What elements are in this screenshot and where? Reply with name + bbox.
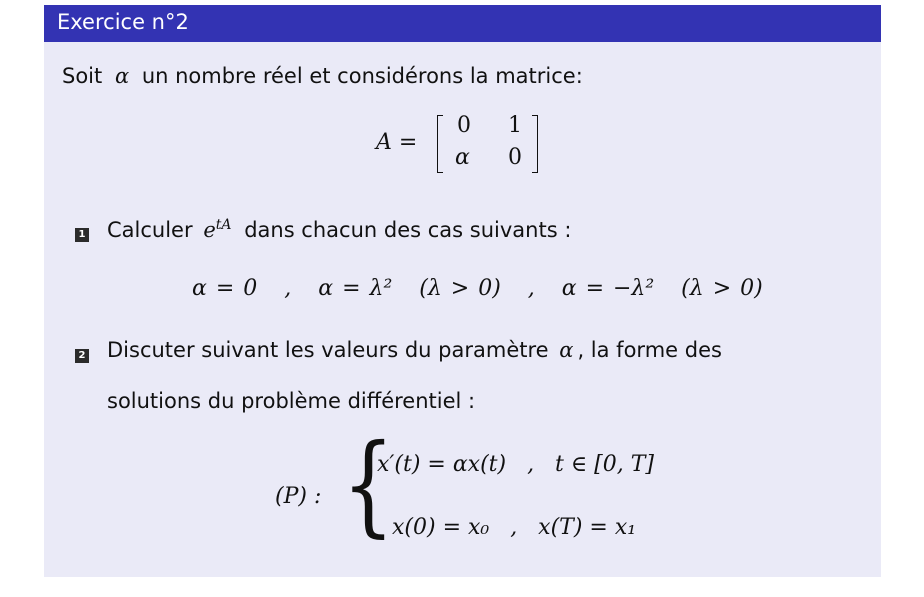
matrix-a11: 0	[457, 113, 471, 138]
exercise-title: Exercice n°2	[57, 10, 189, 34]
system-eq-2: x(0) = x₀ , x(T) = x₁	[392, 515, 637, 540]
item-1-text-before: Calculer	[107, 218, 193, 242]
matrix-a21: α	[455, 145, 470, 170]
item-2-line1-before: Discuter suivant les valeurs du paramètre	[107, 338, 549, 362]
system-eq-1: x′(t) = αx(t) , t ∈ [0, T]	[377, 452, 654, 477]
matrix-a22: 0	[508, 145, 522, 170]
exercise-title-bar	[44, 5, 881, 42]
intro-line	[62, 64, 583, 88]
item-2-line1-after: , la forme des	[577, 338, 722, 362]
intro-soit: Soit	[62, 64, 103, 88]
item-1-exp-power: tA	[215, 217, 232, 233]
item-1-exp-base: e	[203, 218, 216, 242]
matrix-right-bracket	[532, 115, 538, 173]
item-1-cases: α = 0 , α = λ² (λ > 0) , α = −λ² (λ > 0)	[192, 276, 763, 301]
matrix-left-bracket	[437, 115, 443, 173]
system-brace-icon: {	[342, 420, 395, 548]
item-1-line	[107, 217, 571, 242]
item-1-number: 1	[75, 228, 89, 242]
system-label: (P) :	[275, 484, 322, 509]
item-1-text-after: dans chacun des cas suivants :	[244, 218, 572, 242]
intro-alpha: α	[114, 64, 130, 88]
item-2-line-2: solutions du problème différentiel :	[107, 389, 476, 413]
matrix-lhs: A =	[376, 130, 418, 155]
item-2-number: 2	[75, 349, 89, 363]
item-2-line-1	[107, 338, 722, 362]
matrix-a12: 1	[508, 113, 522, 138]
item-2-alpha: α	[559, 338, 574, 362]
intro-rest: un nombre réel et considérons la matrice:	[141, 64, 583, 88]
